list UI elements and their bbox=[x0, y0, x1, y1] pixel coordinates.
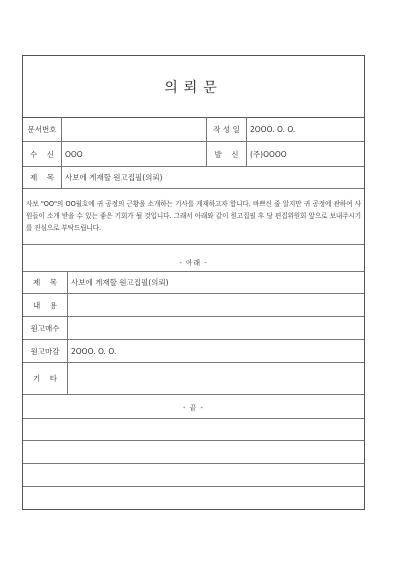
subject-value: 사보에 게재할 원고집필(의뢰) bbox=[65, 173, 163, 182]
sender-label: 발 신 bbox=[207, 142, 247, 166]
detail-subject-label: 제 목 bbox=[23, 271, 68, 293]
header-row-recipient bbox=[23, 142, 364, 167]
subject-label: 제 목 bbox=[23, 167, 62, 188]
detail-pages-label: 원고매수 bbox=[23, 317, 68, 339]
date-written-label: 작 성 일 bbox=[207, 117, 247, 141]
detail-row-deadline bbox=[23, 340, 364, 363]
end-mark: - 끝 - bbox=[183, 404, 204, 412]
detail-deadline-label: 원고마감 bbox=[23, 340, 68, 362]
date-written-value: 2OOO. O. O. bbox=[250, 124, 296, 134]
detail-content-value bbox=[68, 294, 364, 316]
recipient-label: 수 신 bbox=[23, 142, 62, 166]
doc-number-value bbox=[62, 117, 207, 141]
subject-row bbox=[23, 167, 364, 189]
detail-subject-value: 사보에 게재할 원고집필(의뢰) bbox=[71, 277, 169, 287]
body-paragraph: 사보 "OO"의 OO월호에 귀 공정의 근황을 소개하는 기사를 게재하고자 합니다. 바쁘신 줄 알지만 귀 공정에 관하여 사원들이 소개 받을 수 있는 좋은 기회가 될 것입니다. 그래서 아래와 같이 원고집필 후 당 편집위원회 앞으로 보내주시기를 진심으로 부탁드립니다. bbox=[26, 200, 361, 232]
detail-row-other bbox=[23, 363, 364, 395]
document-title: 의뢰문 bbox=[23, 56, 364, 118]
recipient-value: OOO bbox=[62, 142, 207, 166]
detail-pages-value bbox=[68, 317, 364, 339]
blank-line bbox=[23, 418, 364, 419]
document-sheet bbox=[22, 55, 365, 510]
detail-row-pages bbox=[23, 317, 364, 340]
detail-content-label: 내 용 bbox=[23, 294, 68, 316]
detail-other-value bbox=[68, 363, 364, 394]
body-divider bbox=[23, 244, 364, 245]
sender-value: (주)OOOO bbox=[250, 149, 287, 159]
detail-row-subject bbox=[23, 271, 364, 294]
blank-line bbox=[23, 463, 364, 464]
doc-number-label: 문서번호 bbox=[23, 117, 62, 141]
detail-row-content bbox=[23, 294, 364, 317]
notice-heading: - 아래 - bbox=[179, 259, 208, 267]
blank-line bbox=[23, 440, 364, 441]
detail-deadline-value: 2OOO. O. O. bbox=[71, 346, 117, 356]
detail-other-label: 기 타 bbox=[23, 363, 68, 394]
blank-line bbox=[23, 486, 364, 487]
header-row-doc-number bbox=[23, 117, 364, 142]
